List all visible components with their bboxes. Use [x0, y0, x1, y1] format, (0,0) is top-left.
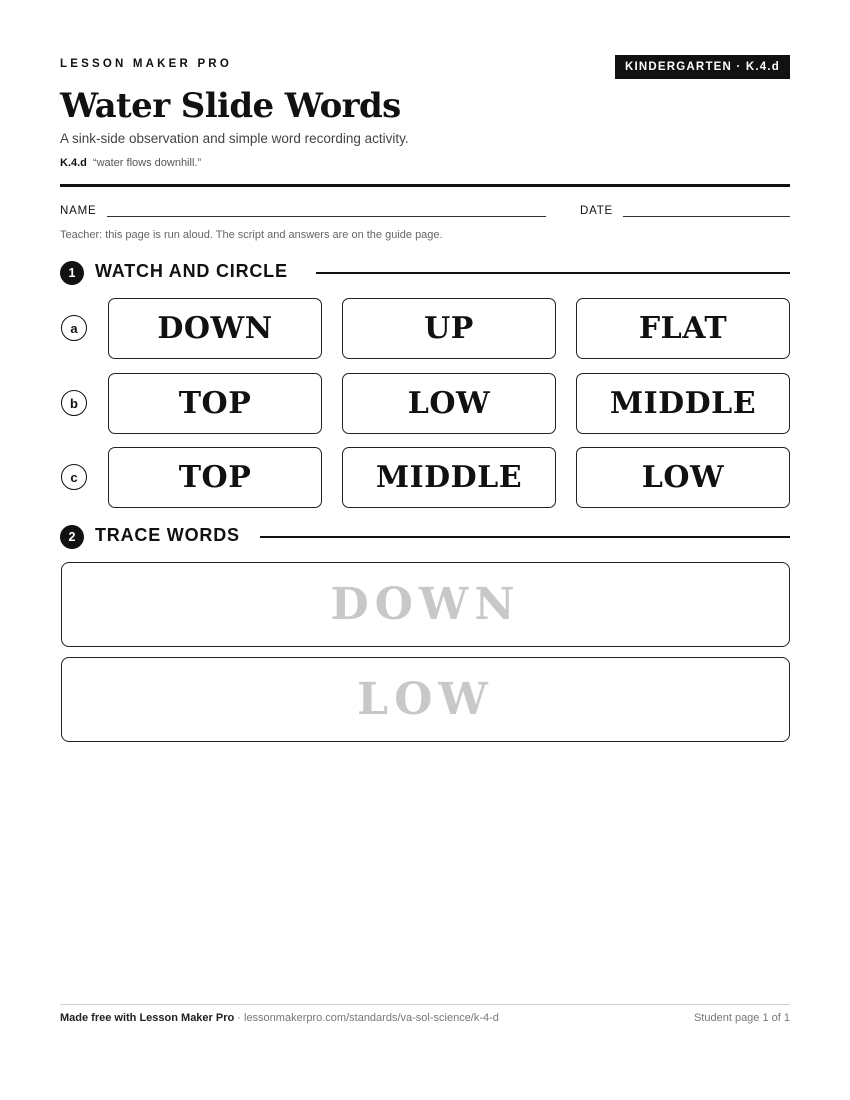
teacher-note: Teacher: this page is run aloud. The script and answers are on the guide page. — [60, 229, 443, 241]
word-choice-b-1[interactable] — [108, 373, 322, 434]
row-c-label: c — [61, 464, 87, 490]
word-choice-b-3[interactable] — [576, 373, 790, 434]
word-choice-text: LOW — [407, 386, 491, 421]
word-choice-b-2[interactable] — [342, 373, 556, 434]
footer-made-with: Made free with Lesson Maker Pro — [60, 1012, 235, 1024]
row-a-label: a — [61, 315, 87, 341]
date-field[interactable] — [623, 216, 790, 217]
brand-name: LESSON MAKER PRO — [60, 58, 232, 70]
section-1-title: WATCH AND CIRCLE — [95, 261, 288, 281]
standard-text: “water flows downhill.” — [92, 157, 202, 169]
page-number: Student page 1 of 1 — [693, 1012, 790, 1024]
word-choice-a-1[interactable] — [108, 298, 322, 359]
footer-credit — [60, 1012, 499, 1024]
standard-code: K.4.d — [60, 157, 87, 169]
footer-url[interactable]: · lessonmakerpro.com/standards/va-sol-science/k-4-d — [234, 1012, 499, 1024]
trace-word: LOW — [357, 674, 494, 725]
section-1-divider — [316, 272, 790, 274]
footer-divider — [60, 1004, 790, 1005]
date-label: DATE — [580, 205, 614, 217]
word-choice-text: DOWN — [157, 311, 273, 346]
word-choice-text: LOW — [641, 460, 725, 495]
word-choice-text: TOP — [178, 460, 252, 495]
header-divider — [60, 184, 790, 187]
worksheet-subtitle: A sink-side observation and simple word recording activity. — [60, 131, 409, 146]
standard-reference — [60, 157, 201, 169]
word-choice-c-2[interactable] — [342, 447, 556, 508]
word-choice-text: UP — [424, 311, 474, 346]
row-b-label: b — [61, 390, 87, 416]
word-choice-c-3[interactable] — [576, 447, 790, 508]
grade-standard-badge: KINDERGARTEN · K.4.d — [615, 55, 790, 79]
word-choice-text: FLAT — [638, 311, 728, 346]
name-label: NAME — [60, 205, 97, 217]
word-choice-text: TOP — [178, 386, 252, 421]
trace-box-1[interactable] — [61, 562, 790, 647]
word-choice-text: MIDDLE — [375, 460, 523, 495]
trace-box-2[interactable] — [61, 657, 790, 742]
word-choice-a-2[interactable] — [342, 298, 556, 359]
name-field[interactable] — [107, 216, 546, 217]
section-1-number: 1 — [60, 261, 84, 285]
word-choice-a-3[interactable] — [576, 298, 790, 359]
section-2-title: TRACE WORDS — [95, 525, 240, 545]
word-choice-text: MIDDLE — [609, 386, 757, 421]
worksheet-title: Water Slide Words — [60, 86, 401, 126]
trace-word: DOWN — [330, 579, 521, 630]
section-2-number: 2 — [60, 525, 84, 549]
word-choice-c-1[interactable] — [108, 447, 322, 508]
section-2-divider — [260, 536, 790, 538]
